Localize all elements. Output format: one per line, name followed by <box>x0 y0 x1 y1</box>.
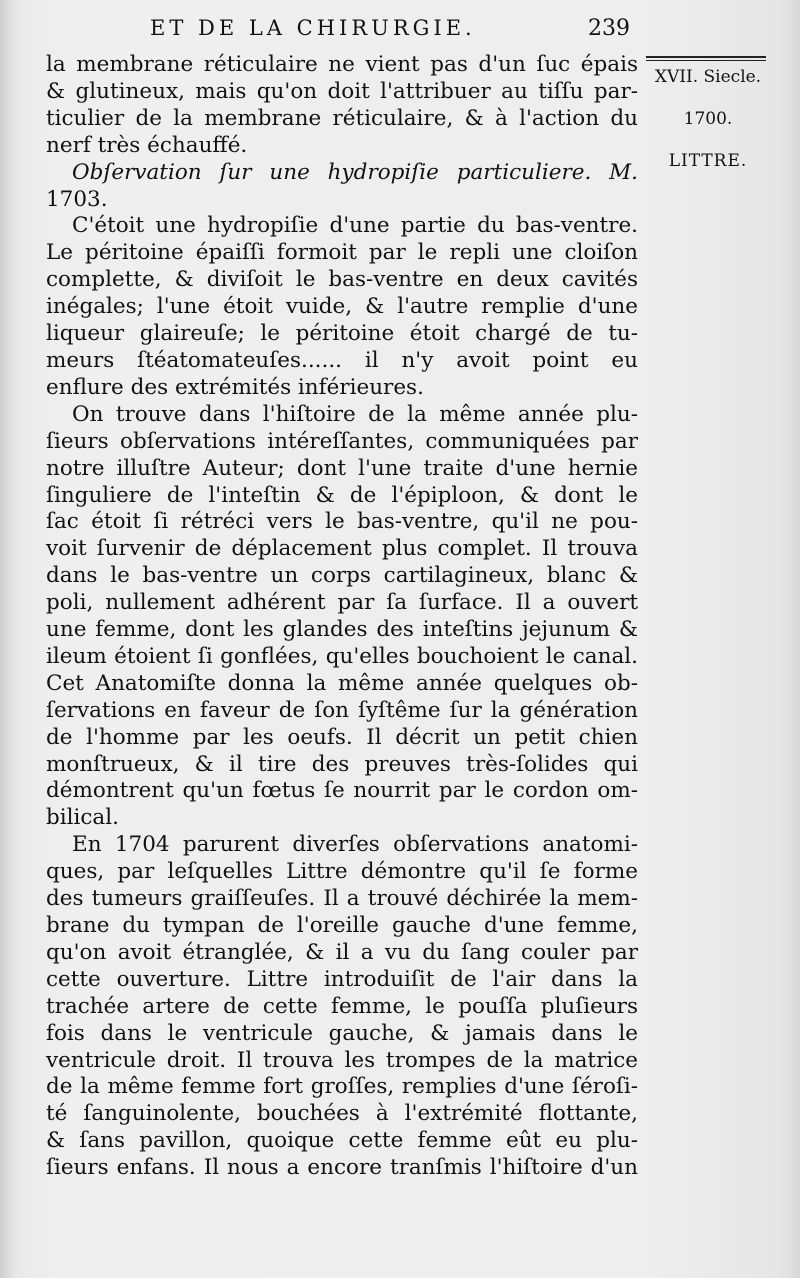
text-line: complette, & diviſoit le bas-ventre en deux cavités <box>46 267 638 293</box>
text-line: ſac étoit ſi rétréci vers le bas-ventre, qu'il ne pou- <box>46 509 638 535</box>
text-line: fois dans le ventricule gauche, & jamais dans le <box>46 1020 638 1046</box>
margin-author: LITTRE. <box>668 151 748 171</box>
text-line: ſervations en faveur de ſon ſyſtême ſur la génération <box>46 697 638 723</box>
margin-rule <box>646 56 766 61</box>
text-line: ventricule droit. Il trouva les trompes de la matrice <box>46 1047 638 1073</box>
text-line: ſinguliere de l'inteſtin & de l'épiploon, & dont le <box>46 482 638 508</box>
text-line: cette ouverture. Littre introduiſit de l'air dans la <box>46 966 638 992</box>
text-line: monſtrueux, & il tire des preuves très-ſolides qui <box>46 751 638 777</box>
text-line: Cet Anatomiſte donna la même année quelques ob- <box>46 670 638 696</box>
text-line: & glutineux, mais qu'on doit l'attribuer au tiſſu par- <box>46 78 638 104</box>
text-line: ticulier de la membrane réticulaire, & à l'action du <box>46 105 638 131</box>
text-line: bilical. <box>46 805 119 831</box>
text-line: meurs ſtéatomateuſes...... il n'y avoit point eu <box>46 347 638 373</box>
page-number: 239 <box>588 16 630 41</box>
text-line: trachée artere de cette femme, le pouſſa pluſieurs <box>46 993 638 1019</box>
text-line: enflure des extrémités inférieures. <box>46 374 424 400</box>
text-line: ques, par leſquelles Littre démontre qu'il ſe forme <box>46 859 638 885</box>
text-line: Le péritoine épaiſſi formoit par le repli une cloiſon <box>46 240 638 266</box>
running-head: ET DE LA CHIRURGIE. <box>150 16 476 40</box>
text-line: notre illuſtre Auteur; dont l'une traite d'une hernie <box>46 455 638 481</box>
text-line: ſieurs enfans. Il nous a encore tranſmis l'hiſtoire d'un <box>46 1155 638 1181</box>
text-line: dans le bas-ventre un corps cartilagineux, blanc & <box>46 563 638 589</box>
margin-notes <box>638 66 778 192</box>
text-line: 1703. <box>46 186 108 212</box>
text-line: liqueur glaireuſe; le péritoine étoit chargé de tu- <box>46 321 638 347</box>
text-line: voit ſurvenir de déplacement plus complet. Il trouva <box>46 536 638 562</box>
text-line: En 1704 parurent diverſes obſervations anatomi- <box>72 832 638 858</box>
text-line: une femme, dont les glandes des inteſtins jejunum & <box>46 617 638 643</box>
text-line: C'étoit une hydropiſie d'une partie du bas-ventre. <box>72 213 638 239</box>
text-line: brane du tympan de l'oreille gauche d'une femme, <box>46 913 638 938</box>
text-line: démontrent qu'un fœtus ſe nourrit par le cordon om- <box>46 778 638 804</box>
text-line: nerf très échauffé. <box>46 132 248 158</box>
margin-century: XVII. Siecle. <box>654 67 762 87</box>
text-line: On trouve dans l'hiſtoire de la même année plu- <box>72 401 638 427</box>
observation-heading: Obſervation ſur une hydropiſie particuliere. M. <box>72 159 638 185</box>
text-line: qu'on avoit étranglée, & il a vu du ſang couler par <box>46 939 638 965</box>
text-line: té ſanguinolente, bouchées à l'extrémité flottante, <box>46 1101 638 1127</box>
text-line: ileum étoient ſi gonflées, qu'elles bouchoient le canal. <box>46 643 638 669</box>
text-line: & ſans pavillon, quoique cette femme eût eu plu- <box>46 1128 638 1154</box>
text-line: ſieurs obſervations intéreſſantes, communiquées par <box>46 428 638 454</box>
margin-year: 1700. <box>683 109 733 129</box>
text-line: de la même femme fort groſſes, remplies d'une ſéroſi- <box>46 1074 638 1100</box>
text-line: poli, nullement adhérent par ſa ſurface. Il a ouvert <box>46 590 638 616</box>
text-line: inégales; l'une étoit vuide, & l'autre remplie d'une <box>46 294 638 320</box>
text-line: la membrane réticulaire ne vient pas d'un ſuc épais <box>46 52 638 77</box>
text-line: des tumeurs graiſſeuſes. Il a trouvé déchirée la mem- <box>46 886 638 912</box>
body-text <box>46 52 638 1182</box>
text-line: de l'homme par les oeufs. Il décrit un petit chien <box>46 724 638 750</box>
